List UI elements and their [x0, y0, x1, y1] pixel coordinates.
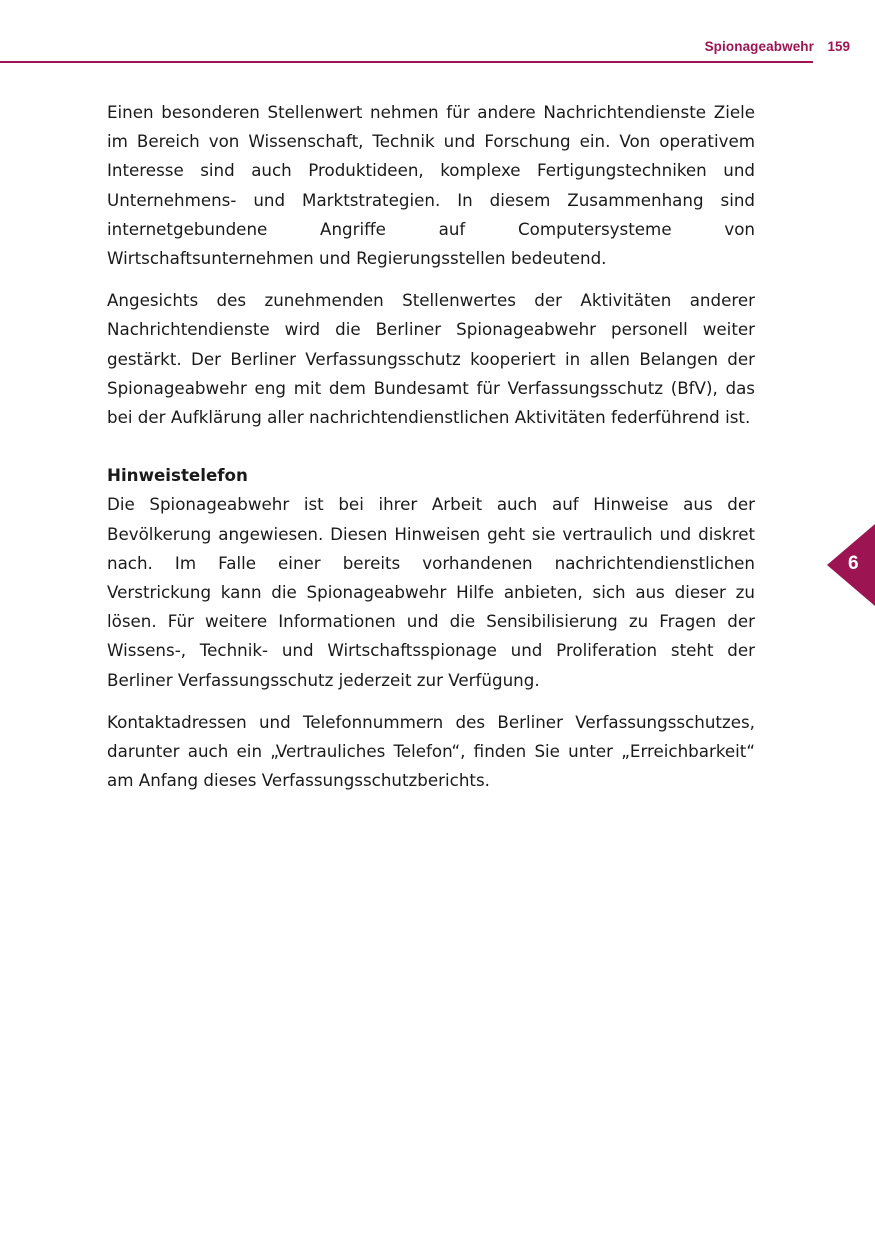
chapter-number: 6 [848, 553, 859, 574]
header-divider [0, 61, 813, 63]
running-header-title: Spionageabwehr [704, 39, 814, 54]
body-text [107, 98, 755, 795]
paragraph-intelligence-targets: Einen besonderen Stellenwert nehmen für andere Nachrichtendienste Ziele im Bereich von Wissenschaft, Technik und Forschung ein. Von operativem Interesse sind auch Produktideen, komplexe Fertigungstechniken und Unternehmens- und Marktstrategien. In diesem Zusammenhang sind internetgebundene Angriffe auf Computersysteme von Wirtschaftsunternehmen und Regierungsstellen bedeutend. [107, 102, 755, 269]
chapter-tab-marker [827, 524, 875, 606]
page-number: 159 [827, 39, 850, 54]
paragraph-hotline: Die Spionageabwehr ist bei ihrer Arbeit auch auf Hinweise aus der Bevölkerung angewiesen. Diesen Hinweisen geht sie vertraulich und diskret nach. Im Falle einer bereits vorhandenen nachrichtendienstlichen Verstrickung kann die Spionageabwehr Hilfe anbieten, sich aus dieser zu lösen. Für weitere Informationen und die Sensibilisierung zu Fragen der Wissens-, Technik- und Wirtschaftsspionage und Proliferation steht der Berliner Verfassungsschutz jederzeit zur Verfügung. [107, 494, 755, 690]
paragraph-contact-info: Kontaktadressen und Telefonnummern des Berliner Verfassungsschutzes, darunter auch ein „Vertrauliches Telefon“, finden Sie unter „Erreichbarkeit“ am Anfang dieses Verfassungsschutzberichts. [107, 711, 755, 791]
section-heading-hinweistelefon: Hinweistelefon [107, 465, 248, 486]
paragraph-counterintelligence-strengthening: Angesichts des zunehmenden Stellenwertes der Aktivitäten anderer Nachrichtendienste wird die Berliner Spionageabwehr personell weiter gestärkt. Der Berliner Verfassungsschutz kooperiert in allen Belangen der Spionageabwehr eng mit dem Bundesamt für Verfassungsschutz (BfV), das bei der Aufklärung aller nachrichtendienstlichen Aktivitäten federführend ist. [107, 290, 755, 428]
